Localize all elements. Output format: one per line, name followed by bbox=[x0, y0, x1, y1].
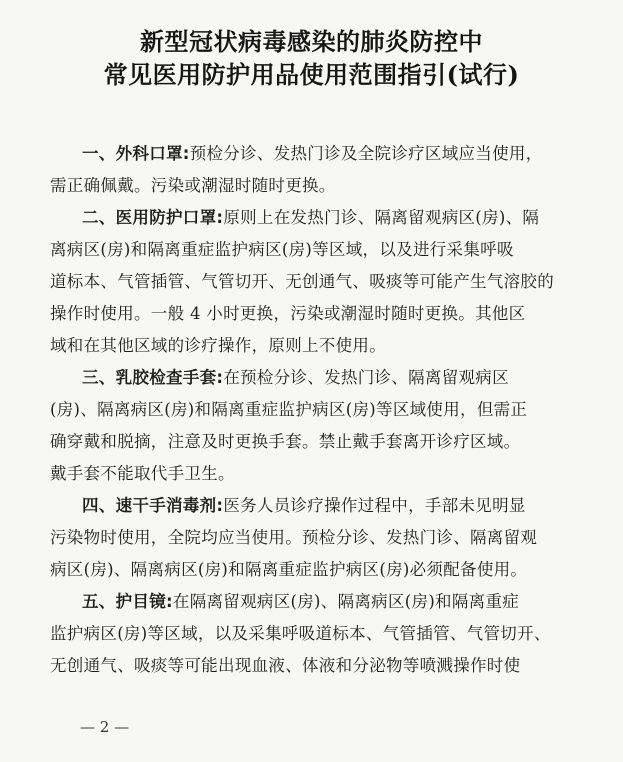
section-line: 污染物时使用，全院均应当使用。预检分诊、发热门诊、隔离留观 bbox=[50, 528, 538, 547]
section-hand-sanitizer-cont bbox=[50, 522, 570, 586]
section-line: 五、护目镜:在隔离留观病区(房)、隔离病区(房)和隔离重症 bbox=[82, 592, 520, 611]
section-line: 三、乳胶检查手套:在预检分诊、发热门诊、隔离留观病区 bbox=[82, 368, 509, 387]
section-heading: 三、乳胶检查手套: bbox=[82, 368, 224, 387]
section-medical-protective-mask bbox=[82, 202, 572, 234]
section-heading: 一、外科口罩: bbox=[82, 144, 190, 163]
section-heading: 五、护目镜: bbox=[82, 592, 173, 611]
section-goggles-cont bbox=[50, 618, 570, 682]
section-line: 域和在其他区域的诊疗操作，原则上不使用。 bbox=[50, 336, 386, 355]
section-surgical-mask bbox=[82, 138, 572, 170]
section-line: 二、医用防护口罩:原则上在发热门诊、隔离留观病区(房)、隔 bbox=[82, 208, 540, 227]
section-heading: 四、速干手消毒剂: bbox=[82, 496, 224, 515]
section-line: 需正确佩戴。污染或潮湿时随时更换。 bbox=[50, 176, 336, 195]
section-surgical-mask-cont bbox=[50, 170, 570, 202]
page-number: — 2 — bbox=[80, 718, 130, 736]
section-line: 操作时使用。一般 4 小时更换，污染或潮湿时随时更换。其他区 bbox=[50, 304, 526, 323]
document-title-line-2: 常见医用防护用品使用范围指引(试行) bbox=[103, 60, 520, 89]
section-goggles bbox=[82, 586, 572, 618]
section-hand-sanitizer bbox=[82, 490, 572, 522]
section-line: (房)、隔离病区(房)和隔离重症监护病区(房)等区域使用，但需正 bbox=[50, 400, 528, 419]
section-line: 戴手套不能取代手卫生。 bbox=[50, 464, 235, 483]
section-line: 病区(房)、隔离病区(房)和隔离重症监护病区(房)必须配备使用。 bbox=[50, 560, 528, 579]
section-line: 监护病区(房)等区域，以及采集呼吸道标本、气管插管、气管切开、 bbox=[50, 624, 551, 643]
section-line: 四、速干手消毒剂:医务人员诊疗操作过程中，手部未见明显 bbox=[82, 496, 526, 515]
section-line: 离病区(房)和隔离重症监护病区(房)等区域，以及进行采集呼吸 bbox=[50, 240, 514, 259]
section-medical-protective-mask-cont bbox=[50, 234, 570, 362]
section-latex-gloves-cont bbox=[50, 394, 570, 490]
document-title-line-1: 新型冠状病毒感染的肺炎防控中 bbox=[140, 27, 483, 56]
section-latex-gloves bbox=[82, 362, 572, 394]
section-line: 一、外科口罩:预检分诊、发热门诊及全院诊疗区域应当使用， bbox=[82, 144, 543, 163]
section-line: 确穿戴和脱摘，注意及时更换手套。禁止戴手套离开诊疗区域。 bbox=[50, 432, 521, 451]
section-line: 道标本、气管插管、气管切开、无创通气、吸痰等可能产生气溶胶的 bbox=[50, 272, 554, 291]
section-heading: 二、医用防护口罩: bbox=[82, 208, 224, 227]
section-line: 无创通气、吸痰等可能出现血液、体液和分泌物等喷溅操作时使 bbox=[50, 656, 521, 675]
